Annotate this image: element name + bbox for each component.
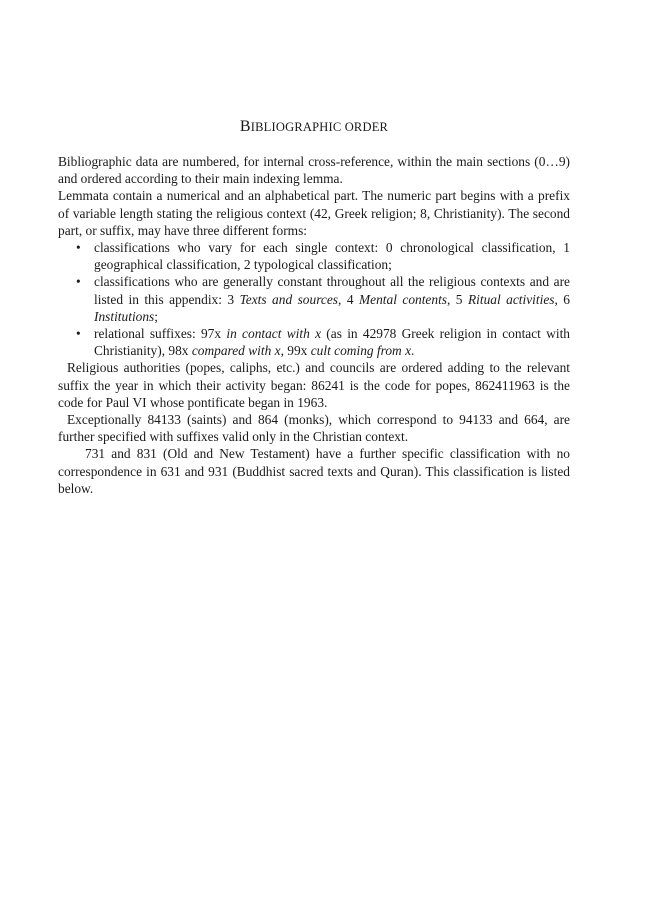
list-item (58, 325, 570, 359)
section-title (58, 118, 570, 136)
bullet-icon: • (76, 274, 81, 290)
paragraph-lemmata: Lemmata contain a numerical and an alphabetical part. The numeric part begins with a prefix of variable length stating the religious context (42, Greek religion; 8, Christianity). The second part, or suffix, may have three different forms: (58, 188, 570, 238)
text-run: (as in 42978 Greek religion in contact with Christianity), 98x (94, 326, 570, 359)
text-run: relational suffixes: 97x (94, 326, 227, 342)
list-item (58, 273, 570, 325)
list-item (58, 239, 570, 273)
document-page (58, 0, 570, 921)
title-initial-1: B (239, 118, 251, 135)
title-rest-1: IBLIOGRAPHIC (250, 120, 345, 134)
text-run: , 6 (554, 291, 570, 307)
text-run: . (411, 343, 415, 359)
text-run: , 99x (280, 343, 311, 359)
paragraph-testament: 731 and 831 (Old and New Testament) have a further specific classification with no correspondence in 631 and 931 (Buddhist sacred texts and Quran). This classification is listed below. (58, 446, 570, 496)
title-rest-2: ORDER (344, 120, 389, 134)
paragraph-authorities: Religious authorities (popes, caliphs, etc.) and councils are ordered adding to the relevant suffix the year in which their activity began: 86241 is the code for popes, 862411963 is the code for Paul VI whose pontificate began in 1963. (58, 360, 570, 410)
text-run: classifications who are generally constant throughout all the religious contexts and are listed in this appendix: 3 (94, 274, 570, 307)
text-run: ; (154, 308, 158, 324)
text-run: , 5 (447, 291, 468, 307)
list-item-text (94, 274, 570, 323)
bullet-icon: • (76, 326, 81, 342)
italic-term: cult coming from x (310, 343, 412, 359)
bullet-icon: • (76, 240, 81, 256)
text-run: , 4 (338, 291, 359, 307)
list-item-text (94, 326, 570, 358)
italic-term: Ritual activities (467, 291, 555, 307)
italic-term: Texts and sources (239, 291, 339, 307)
italic-term: Mental contents (358, 291, 447, 307)
body-text (58, 153, 570, 497)
paragraph-exceptions: Exceptionally 84133 (saints) and 864 (monks), which correspond to 94133 and 664, are further specified with suffixes valid only in the Christian context. (58, 412, 570, 445)
list-item-text: classifications who vary for each single context: 0 chronological classification, 1 geographical classification, 2 typological classification; (94, 240, 570, 273)
suffix-forms-list (58, 239, 570, 359)
italic-term: Institutions (94, 308, 155, 324)
italic-term: compared with x (191, 343, 281, 359)
paragraph-intro: Bibliographic data are numbered, for internal cross-reference, within the main sections (0…9) and ordered according to their main indexing lemma. (58, 154, 570, 187)
italic-term: in contact with x (226, 326, 322, 342)
